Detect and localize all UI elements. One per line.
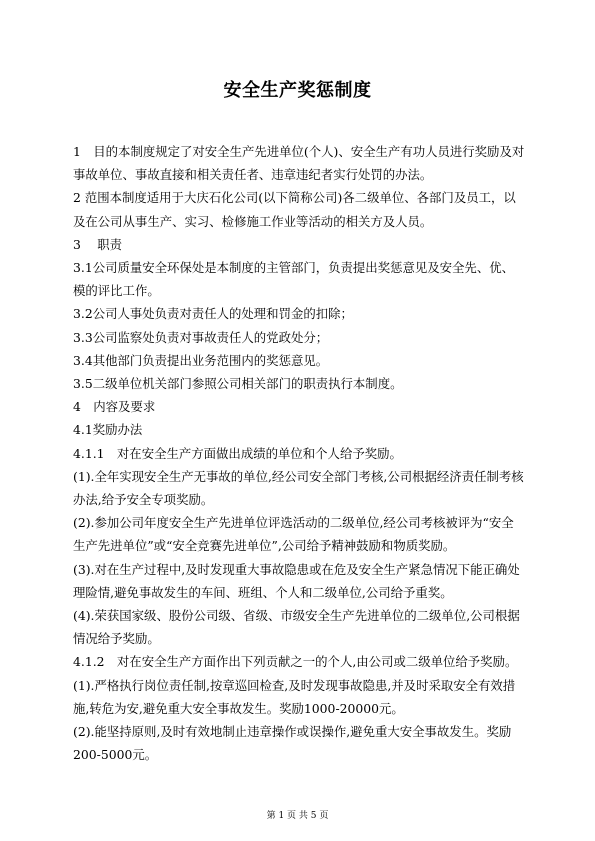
list-item-4-1-1-3: (3).对在生产过程中,及时发现重大事故隐患或在危及安全生产紧急情况下能正确处理险情,避免事故发生的车间、班组、个人和二级单位,公司给予重奖。: [73, 561, 520, 600]
document-body: [73, 140, 526, 766]
paragraph-3-2: 3.2公司人事处负责对责任人的处理和罚金的扣除；: [73, 306, 353, 322]
list-item-4-1-2-2: (2).能坚持原则,及时有效地制止违章操作或误操作,避免重大安全事故发生。奖励200-5000元。: [73, 724, 512, 763]
list-item-4-1-1-4: (4).荣获国家级、股份公司级、省级、市级安全生产先进单位的二级单位,公司根据情况给予奖励。: [73, 608, 520, 647]
heading-content-requirements: 4 内容及要求: [73, 399, 156, 415]
page-title: 安全生产奖惩制度: [223, 80, 372, 101]
paragraph-3-1: 3.1公司质量安全环保处是本制度的主管部门，负责提出奖惩意见及安全先、优、模的评比工作。: [73, 260, 514, 299]
paragraph-4-1-2: 4.1.2 对在安全生产方面作出下列贡献之一的个人,由公司或二级单位给予奖励。: [73, 654, 518, 670]
heading-reward-methods: 4.1奖励办法: [73, 422, 143, 438]
list-item-4-1-1-1: (1).全年实现安全生产无事故的单位,经公司安全部门考核,公司根据经济责任制考核办法,给予安全专项奖励。: [73, 468, 524, 508]
paragraph-purpose: 1 目的本制度规定了对安全生产先进单位(个人)、安全生产有功人员进行奖励及对事故单位、事故直接和相关责任者、违章违纪者实行处罚的办法。: [73, 144, 525, 183]
paragraph-3-3: 3.3公司监察处负责对事故责任人的党政处分；: [73, 329, 329, 345]
heading-responsibilities: 3 职责: [73, 236, 122, 252]
paragraph-scope: 2 范围本制度适用于大庆石化公司(以下简称公司)各二级单位、各部门及员工，以及在公司从事生产、实习、检修施工作业等活动的相关方及人员。: [73, 190, 516, 229]
paragraph-3-5: 3.5二级单位机关部门参照公司相关部门的职责执行本制度。: [73, 376, 403, 392]
list-item-4-1-1-2: (2).参加公司年度安全生产先进单位评选活动的二级单位,经公司考核被评为“安全生产先进单位”或“安全竞赛先进单位”,公司给予精神鼓励和物质奖励。: [73, 515, 514, 554]
list-item-4-1-2-1: (1).严格执行岗位责任制,按章巡回检查,及时发现事故隐患,并及时采取安全有效措施,转危为安,避免重大安全事故发生。奖励1000-20000元。: [73, 677, 516, 716]
paragraph-4-1-1: 4.1.1 对在安全生产方面做出成绩的单位和个人给予奖励。: [73, 445, 402, 461]
paragraph-3-4: 3.4其他部门负责提出业务范围内的奖惩意见。: [73, 352, 329, 368]
page-footer: 第 1 页 共 5 页: [266, 811, 329, 821]
